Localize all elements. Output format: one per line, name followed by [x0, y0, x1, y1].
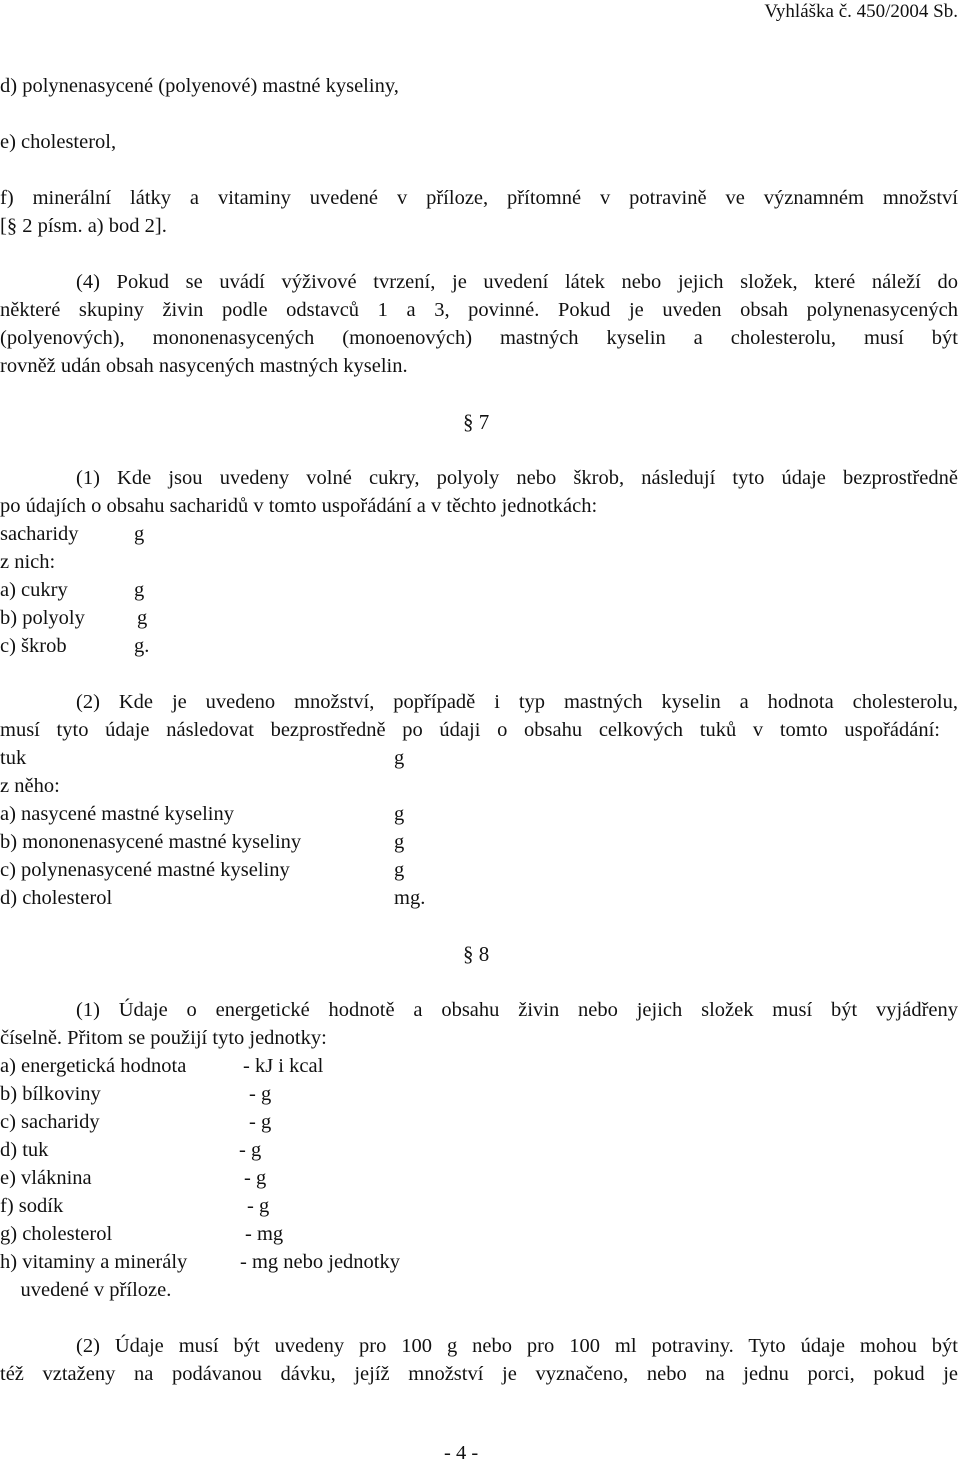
paragraph-4-line: rovněž udán obsah nasycených mastných kyselin. [0, 355, 408, 377]
s8-paragraph-1-line: (1) Údaje o energetické hodnotě a obsahu živin nebo jejich složek musí být vyjádřeny [76, 999, 958, 1021]
s7-list1-label: a) cukry [0, 579, 68, 601]
s7-list2-unit: g [394, 747, 405, 769]
list-item-f: f) minerální látky a vitaminy uvedené v příloze, přítomné v potravině ve významném množství [0, 187, 958, 209]
s8-list-unit: - mg nebo jednotky [240, 1251, 400, 1273]
s7-list2-label: d) cholesterol [0, 887, 113, 909]
s8-list-label: f) sodík [0, 1195, 64, 1217]
s7-list2-label: c) polynenasycené mastné kyseliny [0, 859, 290, 881]
s8-list-unit: - g [244, 1167, 267, 1189]
s8-list-unit: - g [249, 1083, 272, 1105]
s7-paragraph-2-line: (2) Kde je uvedeno množství, popřípadě i typ mastných kyselin a hodnota cholesterolu, [76, 691, 958, 713]
s7-paragraph-1-line: po údajích o obsahu sacharidů v tomto uspořádání a v těchto jednotkách: [0, 495, 598, 517]
s7-list2-unit: g [394, 859, 405, 881]
s7-list1-label: c) škrob [0, 635, 67, 657]
s7-list2-unit: mg. [394, 887, 426, 909]
s7-list1-unit: g [137, 607, 148, 629]
s7-list2-unit: g [394, 803, 405, 825]
s7-list2-unit: g [394, 831, 405, 853]
list-item-e: e) cholesterol, [0, 131, 117, 153]
s8-list-label: e) vláknina [0, 1167, 92, 1189]
s8-list-unit: - mg [245, 1223, 284, 1245]
s7-list2-label: a) nasycené mastné kyseliny [0, 803, 234, 825]
s8-list-label: uvedené v příloze. [0, 1279, 172, 1301]
paragraph-4-line: (polyenových), mononenasycených (monoenových) mastných kyselin a cholesterolu, musí být [0, 327, 958, 349]
s8-list-label: g) cholesterol [0, 1223, 113, 1245]
s8-list-unit: - g [239, 1139, 262, 1161]
s7-list2-label: b) mononenasycené mastné kyseliny [0, 831, 302, 853]
s8-list-label: d) tuk [0, 1139, 49, 1161]
s8-paragraph-1-line: číselně. Přitom se použijí tyto jednotky: [0, 1027, 327, 1049]
s7-paragraph-1-line: (1) Kde jsou uvedeny volné cukry, polyoly nebo škrob, následují tyto údaje bezprostředně [76, 467, 958, 489]
s7-list1-label: sacharidy [0, 523, 79, 545]
list-item-f-cont: [§ 2 písm. a) bod 2]. [0, 215, 167, 237]
s7-list2-label: tuk [0, 747, 27, 769]
s7-list1-unit: g. [134, 635, 150, 657]
list-item-d: d) polynenasycené (polyenové) mastné kyseliny, [0, 75, 399, 97]
s8-list-label: b) bílkoviny [0, 1083, 101, 1105]
s8-paragraph-2-line: též vztaženy na podávanou dávku, jejíž množství je vyznačeno, nebo na jednu porci, pokud je [0, 1363, 958, 1385]
s7-list1-unit: g [134, 523, 145, 545]
s8-list-label: h) vitaminy a minerály [0, 1251, 188, 1273]
s8-list-unit: - g [247, 1195, 270, 1217]
s7-list1-label: b) polyoly [0, 607, 85, 629]
paragraph-4-line: (4) Pokud se uvádí výživové tvrzení, je uvedení látek nebo jejich složek, které náleží do [76, 271, 958, 293]
paragraph-4-line: některé skupiny živin podle odstavců 1 a 3, povinné. Pokud je uveden obsah polynenasycených [0, 299, 958, 321]
document-header: Vyhláška č. 450/2004 Sb. [764, 1, 958, 22]
s8-list-label: c) sacharidy [0, 1111, 100, 1133]
section-heading-7: § 7 [463, 410, 490, 434]
s8-list-unit: - g [249, 1111, 272, 1133]
s8-list-label: a) energetická hodnota [0, 1055, 187, 1077]
s7-list2-label: z něho: [0, 775, 60, 797]
s7-list1-unit: g [134, 579, 145, 601]
section-heading-8: § 8 [463, 942, 490, 966]
page-number: - 4 - [444, 1442, 479, 1464]
s7-paragraph-2-line: musí tyto údaje následovat bezprostředně po údaji o obsahu celkových tuků v tomto uspořádání: [0, 719, 940, 741]
s7-list1-label: z nich: [0, 551, 56, 573]
s8-paragraph-2-line: (2) Údaje musí být uvedeny pro 100 g nebo pro 100 ml potraviny. Tyto údaje mohou být [76, 1335, 958, 1357]
s8-list-unit: - kJ i kcal [243, 1055, 324, 1077]
